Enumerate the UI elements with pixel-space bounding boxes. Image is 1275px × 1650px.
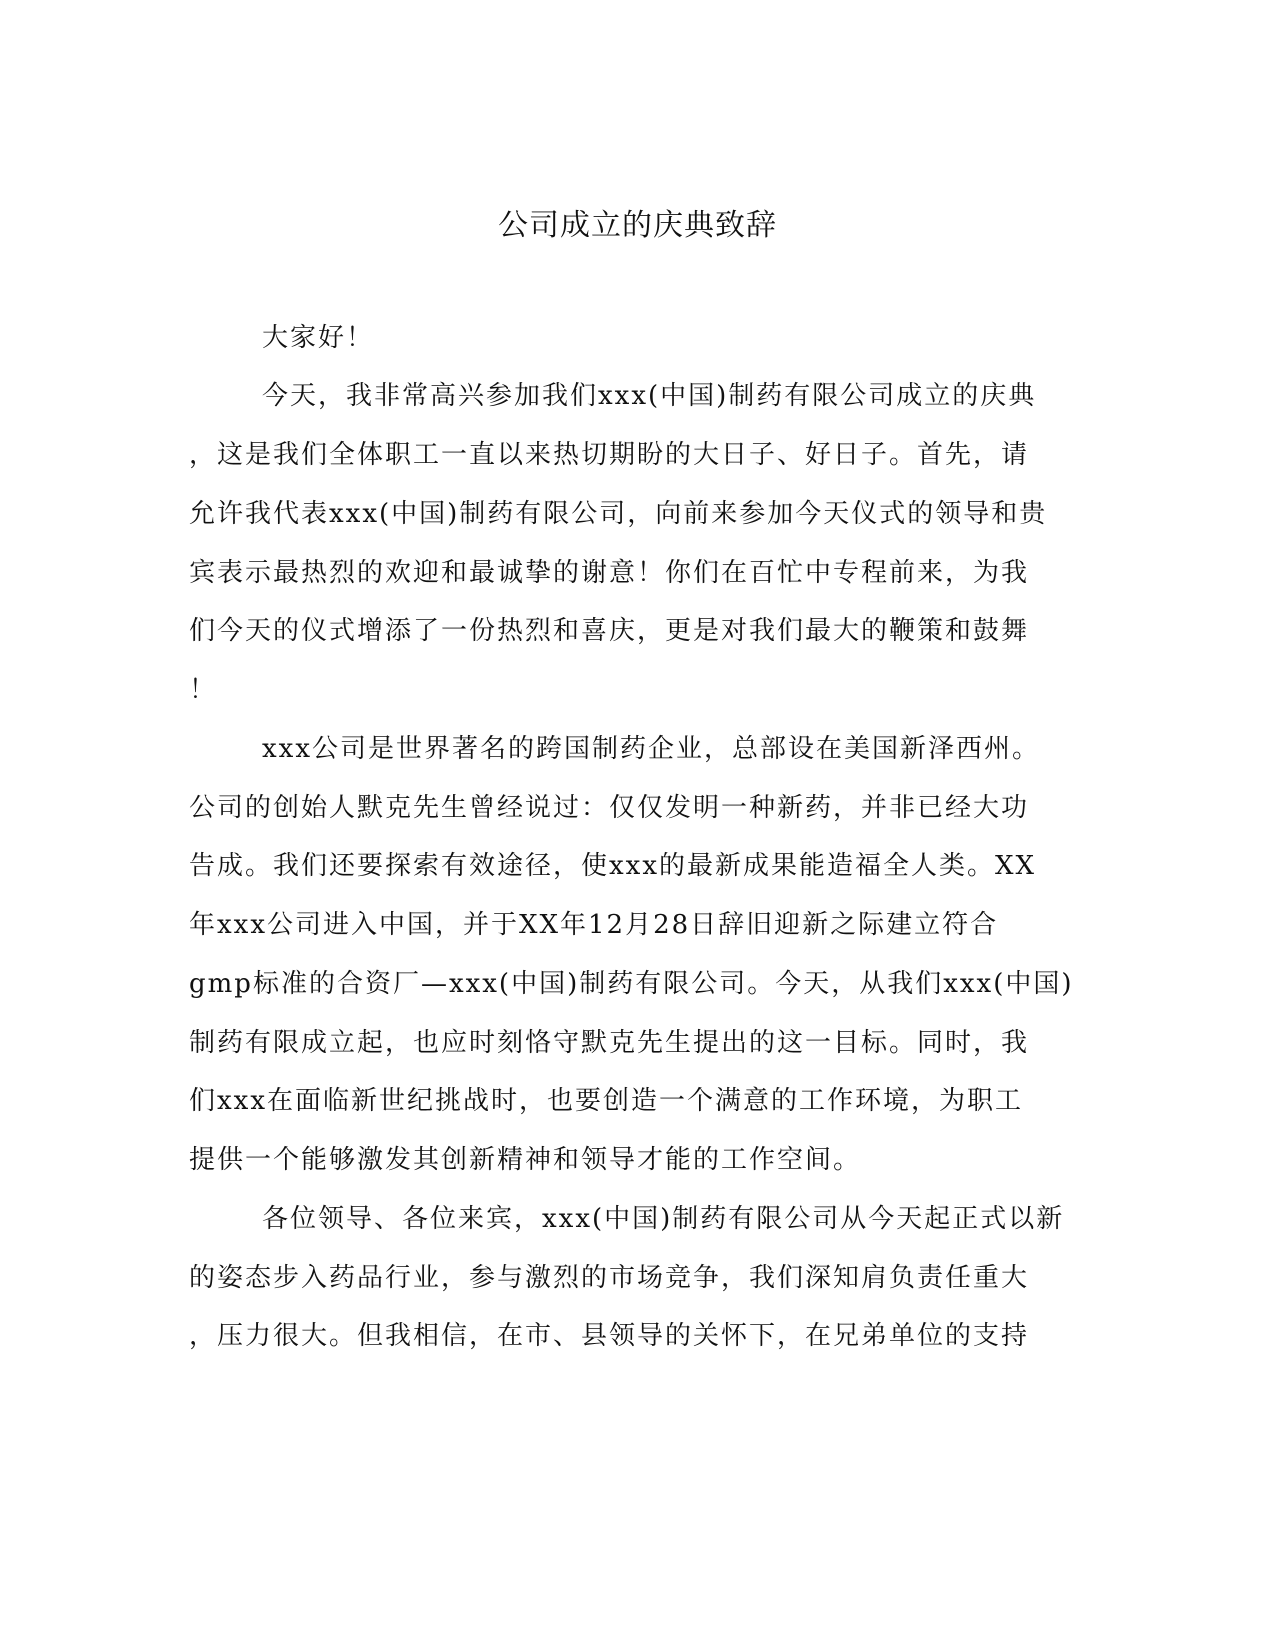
- text-line: ，压力很大。但我相信，在市、县领导的关怀下，在兄弟单位的支持: [189, 1321, 1030, 1351]
- text-line: ，这是我们全体职工一直以来热切期盼的大日子、好日子。首先，请: [189, 440, 1030, 470]
- text-line: 大家好！: [262, 323, 375, 353]
- text-line: xxx公司是世界著名的跨国制药企业，总部设在美国新泽西州。: [262, 734, 1040, 764]
- text-line: 告成。我们还要探索有效途径，使xxx的最新成果能造福全人类。XX: [189, 851, 1037, 881]
- text-line: gmp标准的合资厂—xxx(中国)制药有限公司。今天，从我们xxx(中国): [189, 969, 1074, 999]
- text-line: 们xxx在面临新世纪挑战时，也要创造一个满意的工作环境，为职工: [189, 1086, 1023, 1116]
- text-line: 制药有限成立起，也应时刻恪守默克先生提出的这一目标。同时，我: [189, 1028, 1030, 1058]
- text-line: 的姿态步入药品行业，参与激烈的市场竞争，我们深知肩负责任重大: [189, 1263, 1030, 1293]
- text-line: 宾表示最热烈的欢迎和最诚挚的谢意！你们在百忙中专程前来，为我: [189, 558, 1030, 588]
- text-line: 允许我代表xxx(中国)制药有限公司，向前来参加今天仪式的领导和贵: [189, 499, 1048, 529]
- text-line: 们今天的仪式增添了一份热烈和喜庆，更是对我们最大的鞭策和鼓舞: [189, 616, 1030, 646]
- text-line: 公司的创始人默克先生曾经说过：仅仅发明一种新药，并非已经大功: [189, 793, 1030, 823]
- document-title: 公司成立的庆典致辞: [498, 208, 777, 243]
- text-line: 各位领导、各位来宾，xxx(中国)制药有限公司从今天起正式以新: [262, 1204, 1065, 1234]
- text-line: 提供一个能够激发其创新精神和领导才能的工作空间。: [189, 1145, 862, 1175]
- text-line: ！: [189, 675, 218, 705]
- text-line: 年xxx公司进入中国，并于XX年12月28日辞旧迎新之际建立符合: [189, 910, 999, 940]
- text-line: 今天，我非常高兴参加我们xxx(中国)制药有限公司成立的庆典: [262, 381, 1037, 411]
